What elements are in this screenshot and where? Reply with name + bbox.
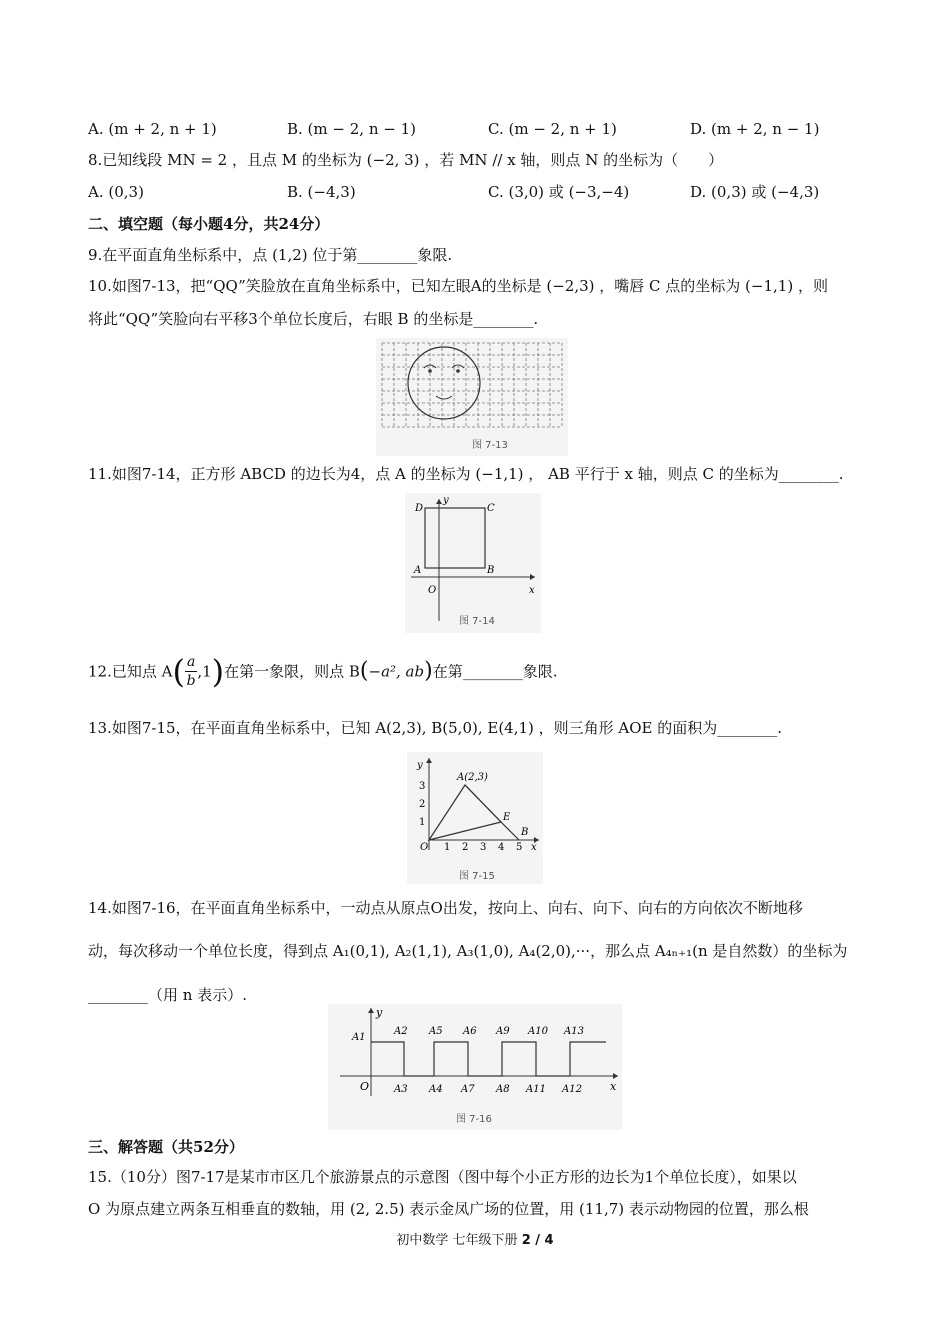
svg-text:5: 5 [516,842,523,853]
svg-text:1: 1 [444,842,451,853]
svg-text:4: 4 [498,842,505,853]
svg-text:A(2,3): A(2,3) [457,772,488,783]
figure-7-14 [405,493,541,633]
q11-text: 11.如图7-14，正方形 ABCD 的边长为4，点 A 的坐标为 (−1,1) ， AB 平行于 x 轴，则点 C 的坐标为________. [88,465,844,483]
figure-7-15 [407,752,543,884]
q13-text: 13.如图7-15，在平面直角坐标系中，已知 A(2,3), B(5,0), E(4,1) ，则三角形 AOE 的面积为________. [88,719,783,737]
svg-text:A3: A3 [394,1084,408,1095]
q7-option-a: A. (m + 2, n + 1) [88,120,217,138]
svg-text:B: B [521,827,529,838]
q8-option-a: A. (0,3) [88,183,144,201]
svg-text:A: A [414,565,422,576]
svg-text:x: x [610,1080,617,1093]
svg-text:B: B [487,565,495,576]
svg-text:O: O [428,585,437,596]
svg-text:A10: A10 [528,1026,548,1037]
q14-line1: 14.如图7-16，在平面直角坐标系中，一动点从原点O出发，按向上、向右、向下、向右的方向依次不断地移 [88,899,803,917]
svg-text:D: D [415,503,424,514]
q7-option-c: C. (m − 2, n + 1) [488,120,617,138]
svg-text:3: 3 [419,781,426,792]
q8-option-d: D. (0,3) 或 (−4,3) [690,183,820,201]
svg-text:y: y [376,1006,383,1019]
svg-text:A11: A11 [526,1084,546,1095]
figure-7-13 [376,338,568,456]
svg-text:y: y [417,760,423,771]
q8-option-c: C. (3,0) 或 (−3,−4) [488,183,630,201]
q7-option-d: D. (m + 2, n − 1) [690,120,820,138]
svg-text:2: 2 [462,842,469,853]
smiley-face [408,347,480,419]
svg-text:C: C [487,503,495,514]
svg-text:x: x [531,842,537,853]
svg-text:2: 2 [419,799,426,810]
svg-text:A9: A9 [496,1026,510,1037]
svg-text:A2: A2 [394,1026,408,1037]
q15-line2: O 为原点建立两条互相垂直的数轴，用 (2, 2.5) 表示金凤广场的位置，用 (11,7) 表示动物园的位置，那么根 [88,1200,809,1218]
figure-7-16 [328,1004,622,1130]
triangle-aoe [429,785,501,840]
svg-text:A7: A7 [461,1084,475,1095]
figure-7-15-caption: 图 7-15 [459,871,495,882]
svg-text:3: 3 [480,842,487,853]
figure-7-13-caption: 图 7-13 [472,440,508,451]
svg-text:A4: A4 [429,1084,443,1095]
page-footer [0,1229,950,1248]
svg-text:1: 1 [419,817,426,828]
svg-text:O: O [360,1080,370,1093]
q8-stem: 8.已知线段 MN = 2 ，且点 M 的坐标为 (−2, 3) ，若 MN // x 轴，则点 N 的坐标为（ ） [88,151,724,169]
q8-option-b: B. (−4,3) [287,183,356,201]
svg-text:A8: A8 [496,1084,510,1095]
q15-line1: 15.（10分）图7-17是某市市区几个旅游景点的示意图（图中每个小正方形的边长为1个单位长度），如果以 [88,1168,797,1186]
svg-text:A5: A5 [429,1026,443,1037]
q10-line2: 将此“QQ”笑脸向右平移3个单位长度后，右眼 B 的坐标是________. [88,310,539,328]
q12-text: 12.已知点 A( $\frac{a}{b}$ ,1)在第一象限，则点 B(−a², ab)在第________象限. [88,652,558,691]
figure-7-16-caption: 图 7-16 [456,1114,492,1125]
svg-text:y: y [443,495,449,506]
svg-text:E: E [503,812,511,823]
svg-text:O: O [420,842,429,853]
q10-line1: 10.如图7-13，把“QQ”笑脸放在直角坐标系中，已知左眼A的坐标是 (−2,3) ，嘴唇 C 点的坐标为 (−1,1) ，则 [88,277,828,295]
svg-text:A6: A6 [463,1026,477,1037]
figure-7-14-caption: 图 7-14 [459,616,495,627]
q14-line2: 动，每次移动一个单位长度，得到点 A₁(0,1), A₂(1,1), A₃(1,0), A₄(2,0),···，那么点 A₄ₙ₊₁(n 是自然数）的坐标为 [88,942,848,960]
footer-text: 初中数学 七年级下册 [396,1233,522,1248]
page-number: 2 / 4 [521,1233,554,1248]
q9-text: 9.在平面直角坐标系中，点 (1,2) 位于第________象限. [88,246,453,264]
section-heading-solutions: 三、解答题（共52分） [88,1138,244,1156]
section-heading-fill-in: 二、填空题（每小题4分，共24分） [88,215,330,233]
svg-text:A1: A1 [352,1032,366,1043]
q14-line3: ________（用 n 表示）. [88,986,247,1004]
q7-option-b: B. (m − 2, n − 1) [287,120,416,138]
svg-text:A12: A12 [562,1084,582,1095]
svg-text:x: x [529,585,535,596]
svg-text:A13: A13 [564,1026,584,1037]
square-abcd [425,508,485,568]
zigzag-path [371,1042,606,1076]
